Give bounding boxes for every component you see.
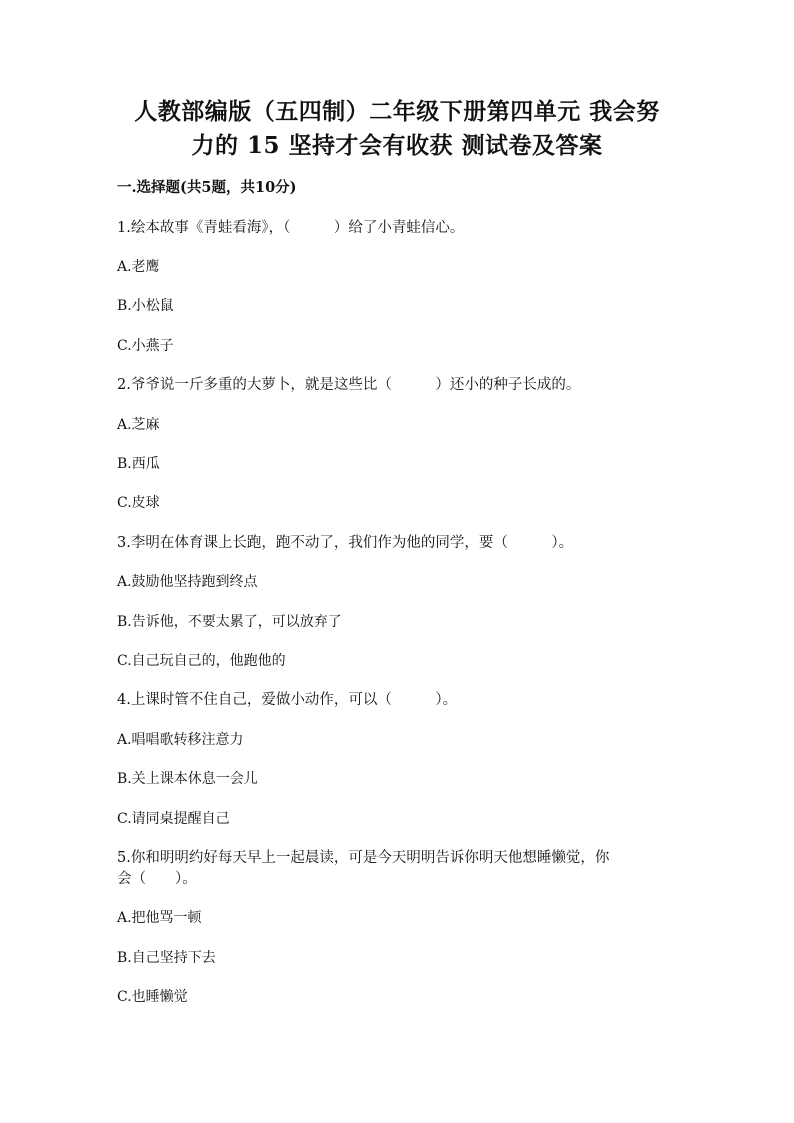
question-2-text: 2.爷爷说一斤多重的大萝卜，就是这些比（ ）还小的种子长成的。 [117, 377, 581, 393]
question-1-text: 1.绘本故事《青蛙看海》，（ ）给了小青蛙信心。 [117, 220, 465, 236]
question-2-option-c: C.皮球 [117, 495, 160, 511]
question-5-option-b: B.自己坚持下去 [117, 950, 216, 966]
document-title-line-2: 力的 15 坚持才会有收获 测试卷及答案 [191, 132, 603, 159]
question-4-option-b: B.关上课本休息一会儿 [117, 771, 258, 787]
document-title-line-1: 人教部编版（五四制）二年级下册第四单元 我会努 [134, 98, 660, 125]
question-2-option-b: B.西瓜 [117, 456, 160, 472]
question-4-option-a: A.唱唱歌转移注意力 [117, 732, 244, 748]
question-1-option-c: C.小燕子 [117, 338, 174, 354]
question-1-option-b: B.小松鼠 [117, 298, 174, 314]
question-5-text-line-2: 会（ ）。 [117, 871, 197, 887]
question-4-option-c: C.请同桌提醒自己 [117, 811, 230, 827]
question-5-option-c: C.也睡懒觉 [117, 989, 188, 1005]
question-3-text: 3.李明在体育课上长跑，跑不动了，我们作为他的同学，要（ ）。 [117, 535, 574, 551]
question-3-option-a: A.鼓励他坚持跑到终点 [117, 574, 258, 590]
question-2-option-a: A.芝麻 [117, 417, 160, 433]
question-3-option-b: B.告诉他，不要太累了，可以放弃了 [117, 614, 342, 630]
question-5-option-a: A.把他骂一顿 [117, 910, 202, 926]
question-4-text: 4.上课时管不住自己，爱做小动作，可以（ ）。 [117, 692, 458, 708]
question-3-option-c: C.自己玩自己的，他跑他的 [117, 653, 286, 669]
question-5-text-line-1: 5.你和明明约好每天早上一起晨读，可是今天明明告诉你明天他想睡懒觉，你 [117, 850, 610, 866]
section-heading: 一.选择题(共5题，共10分) [117, 179, 297, 196]
question-1-option-a: A.老鹰 [117, 259, 160, 275]
